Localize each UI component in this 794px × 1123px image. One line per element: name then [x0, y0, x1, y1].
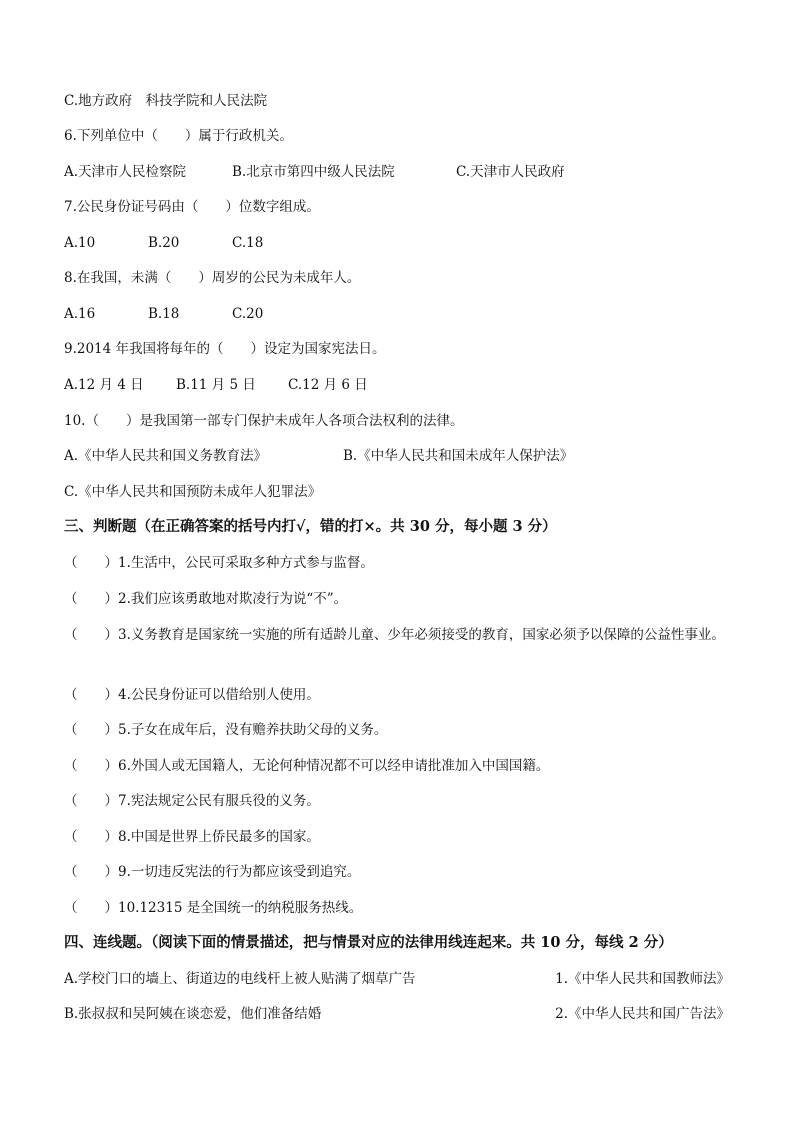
q10-option-c: C.《中华人民共和国预防未成年人犯罪法》 — [64, 484, 322, 500]
judge-item-1: （ ）1.生活中，公民可采取多种方式参与监督。 — [64, 555, 374, 571]
q7-option-a: A.10 — [64, 235, 96, 251]
judge-item-2: （ ）2.我们应该勇敢地对欺凌行为说“不”。 — [64, 591, 348, 607]
judge-item-3: （ ）3.义务教育是国家统一实施的所有适龄儿童、少年必须接受的教育，国家必须予以保障的公益性事业。 — [64, 627, 725, 643]
q10-option-b: B.《中华人民共和国未成年人保护法》 — [343, 448, 574, 464]
judge-item-6: （ ）6.外国人或无国籍人，无论何种情况都不可以经申请批准加入中国国籍。 — [64, 758, 550, 774]
q7-option-c: C.18 — [232, 235, 264, 251]
q9-option-b: B.11 月 5 日 — [176, 377, 256, 393]
q7-stem: 7.公民身份证号码由（ ）位数字组成。 — [64, 199, 320, 215]
q7-option-b: B.20 — [148, 235, 180, 251]
q9-option-a: A.12 月 4 日 — [64, 377, 144, 393]
judge-item-10: （ ）10.12315 是全国统一的纳税服务热线。 — [64, 900, 363, 916]
match-scenario-b: B.张叔叔和吴阿姨在谈恋爱，他们准备结婚 — [64, 1006, 322, 1022]
judge-item-5: （ ）5.子女在成年后，没有赡养扶助父母的义务。 — [64, 722, 388, 738]
q10-option-a: A.《中华人民共和国义务教育法》 — [64, 448, 268, 464]
match-scenario-a: A.学校门口的墙上、街道边的电线杆上被人贴满了烟草广告 — [64, 971, 416, 987]
q6-stem: 6.下列单位中（ ）属于行政机关。 — [64, 128, 293, 144]
q8-stem: 8.在我国，未满（ ）周岁的公民为未成年人。 — [64, 270, 361, 286]
section4-heading: 四、连线题。（阅读下面的情景描述，把与情景对应的法律用线连起来。共 10 分，每线 2 分） — [64, 934, 673, 951]
judge-item-7: （ ）7.宪法规定公民有服兵役的义务。 — [64, 793, 320, 809]
section3-heading: 三、判断题（在正确答案的括号内打√，错的打×。共 30 分，每小题 3 分） — [64, 518, 557, 535]
q9-stem: 9.2014 年我国将每年的（ ）设定为国家宪法日。 — [64, 341, 386, 357]
q5-option-c: C.地方政府 科技学院和人民法院 — [64, 93, 268, 109]
q10-stem: 10.（ ）是我国第一部专门保护未成年人各项合法权利的法律。 — [64, 413, 464, 429]
judge-item-9: （ ）9.一切违反宪法的行为都应该受到追究。 — [64, 864, 361, 880]
q6-option-c: C.天津市人民政府 — [456, 164, 565, 180]
q8-option-b: B.18 — [148, 306, 180, 322]
match-law-2: 2.《中华人民共和国广告法》 — [555, 1006, 730, 1022]
q6-option-b: B.北京市第四中级人民法院 — [232, 164, 395, 180]
judge-item-8: （ ）8.中国是世界上侨民最多的国家。 — [64, 829, 320, 845]
q8-option-a: A.16 — [64, 306, 96, 322]
q8-option-c: C.20 — [232, 306, 264, 322]
judge-item-4: （ ）4.公民身份证可以借给别人使用。 — [64, 687, 320, 703]
q9-option-c: C.12 月 6 日 — [288, 377, 368, 393]
q6-option-a: A.天津市人民检察院 — [64, 164, 187, 180]
match-law-1: 1.《中华人民共和国教师法》 — [555, 971, 730, 987]
